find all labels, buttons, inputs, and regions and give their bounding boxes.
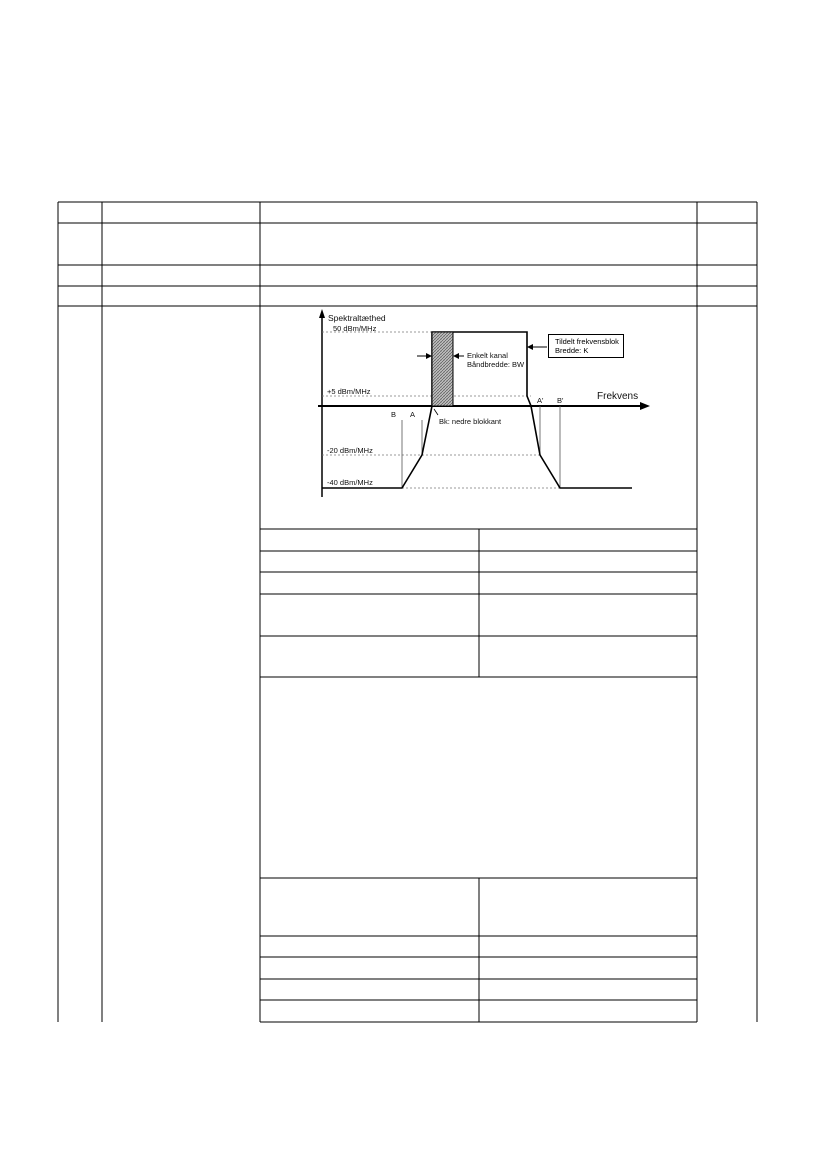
- channel-note-line1: Enkelt kanal: [467, 351, 508, 360]
- edge-note: Bk: nedre blokkant: [439, 417, 502, 426]
- edge-arrow: [434, 409, 438, 415]
- block-note-line1: Tildelt frekvensblok: [555, 337, 619, 346]
- single-channel-block: [432, 332, 453, 406]
- channel-arrow-head: [426, 353, 432, 359]
- block-note: [548, 334, 624, 358]
- level-label-minus40: -40 dBm/MHz: [327, 478, 373, 487]
- marker-label-a-prime: A': [537, 396, 544, 405]
- level-label-minus20: -20 dBm/MHz: [327, 446, 373, 455]
- channel-note-arrow-head: [453, 353, 459, 359]
- marker-label-b-prime: B': [557, 396, 564, 405]
- marker-label-a: A: [410, 410, 416, 419]
- channel-note-line2: Båndbredde: BW: [467, 360, 525, 369]
- block-note-line2: Bredde: K: [555, 346, 589, 355]
- channel-note: [467, 351, 524, 369]
- x-axis-label: Frekvens: [597, 391, 639, 402]
- x-axis-arrow: [640, 402, 650, 410]
- y-axis-label: Spektraltæthed: [328, 313, 386, 323]
- level-label-top: 50 dBm/MHz: [333, 324, 377, 333]
- y-axis-arrow: [319, 309, 325, 318]
- marker-label-b: B: [391, 410, 397, 419]
- block-note-arrow-head: [527, 344, 533, 350]
- level-label-plus5: +5 dBm/MHz: [327, 387, 371, 396]
